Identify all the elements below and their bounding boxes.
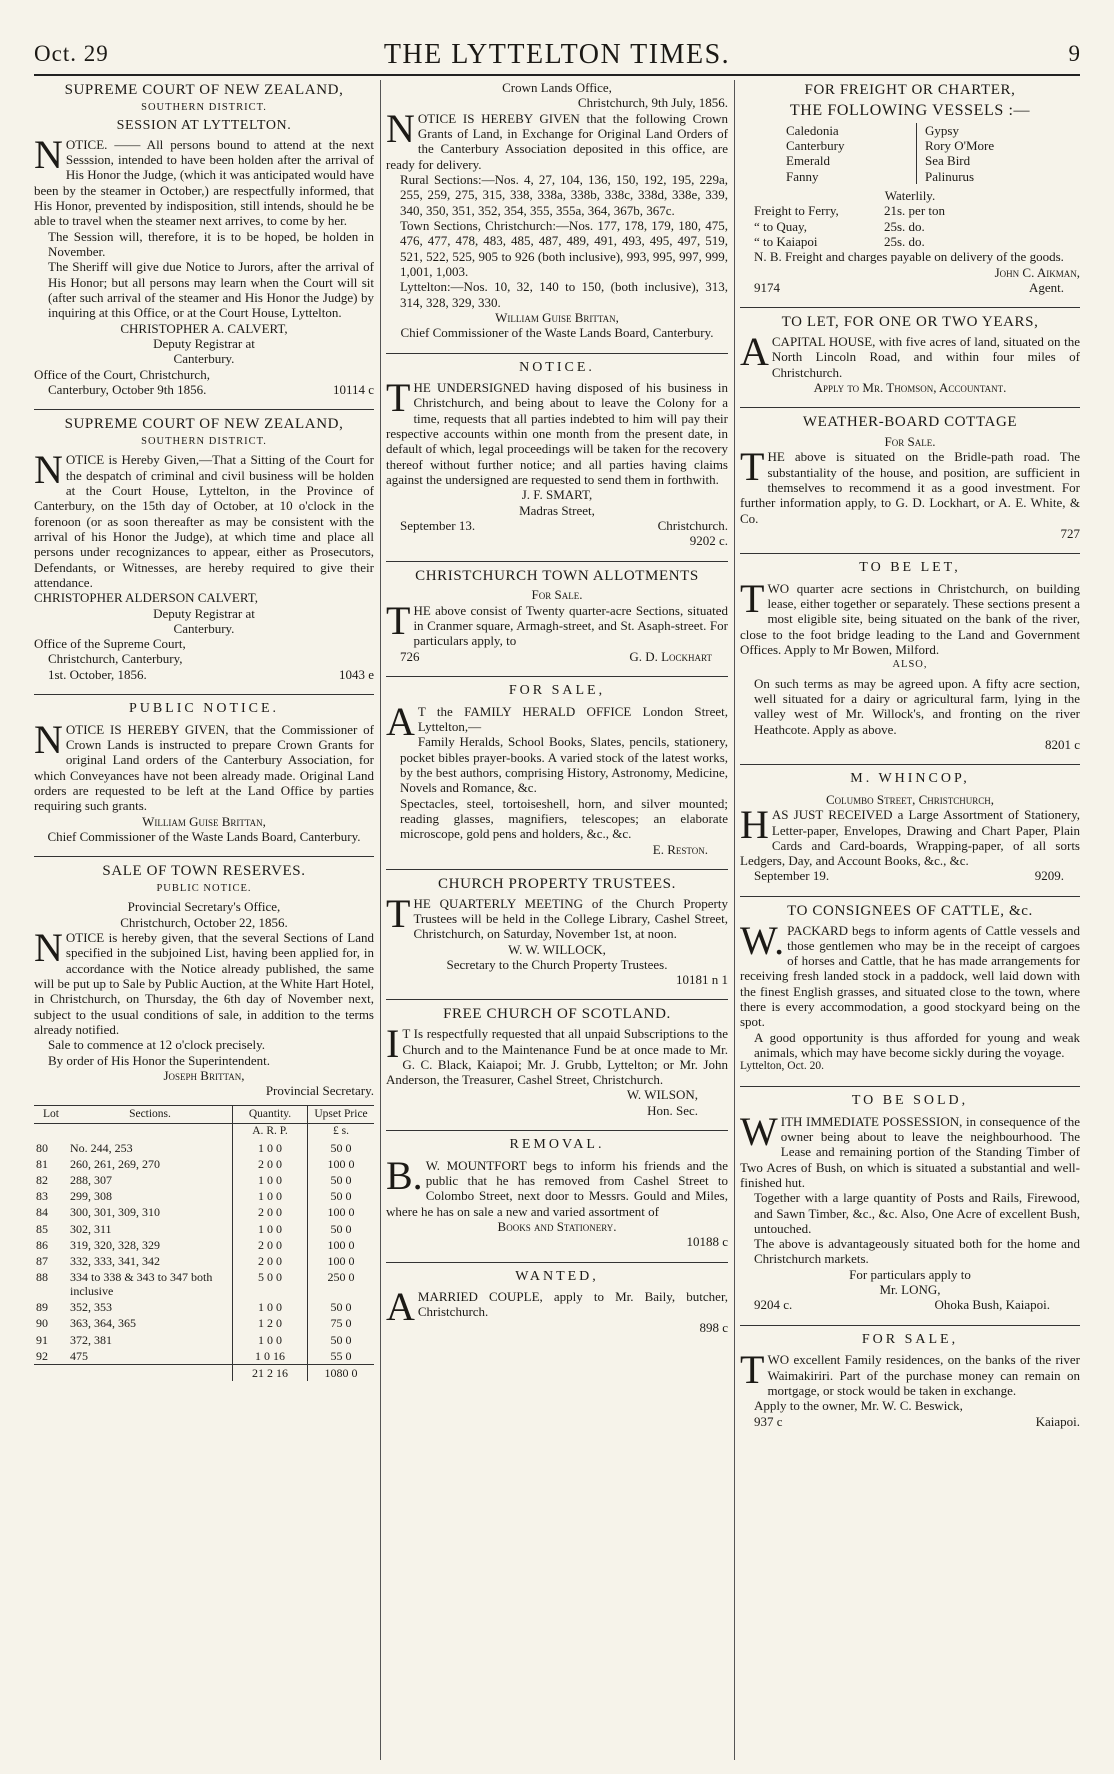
ad-body: Sale to commence at 12 o'clock precisely. xyxy=(48,1037,266,1053)
ad-ref: 10114 c xyxy=(332,381,374,397)
quantity-cell: 2 0 0 xyxy=(233,1204,308,1220)
wanted-ad xyxy=(386,1269,728,1342)
list-item: Canterbury xyxy=(786,137,845,153)
ad-heading: FOR SALE, xyxy=(861,1331,959,1347)
masthead xyxy=(34,38,1080,76)
list-item: Caledonia xyxy=(786,122,839,138)
quantity-cell: 1 0 16 xyxy=(233,1348,308,1365)
table-header: Lot xyxy=(34,1105,68,1124)
ad-body: Town Sections, Christchurch:—Nos. 177, 178, 179, 180, 475, 476, 477, 478, 483, 485, 487, 489, 491, 493, 495, 497, 519, 521, 522, 525, 905 to 926 (both inclusive), 993, 995, 997, 999, 1,001, 1,003. xyxy=(400,217,728,279)
table-row xyxy=(34,1156,374,1172)
ad-heading: SUPREME COURT OF NEW ZEALAND, xyxy=(64,416,344,433)
sections-cell: 299, 308 xyxy=(70,1189,112,1204)
table-row xyxy=(34,1188,374,1204)
list-item: Palinurus xyxy=(925,168,975,184)
table-row xyxy=(34,1269,374,1299)
ad-signer: Mr. LONG, xyxy=(879,1282,941,1298)
divider xyxy=(740,407,1080,408)
list-item: Emerald xyxy=(786,153,831,169)
ad-body: The Sheriff will give due Notice to Jurors, after the arrival of His Honor; but all persons may learn when the Court will sit (after such arrival of the steamer and His Honor the Judge) by inquiring at this Office, or at the Court House, Lyttelton. xyxy=(48,259,374,321)
divider xyxy=(386,1262,728,1263)
issue-date: Oct. 29 xyxy=(34,41,109,66)
ad-heading: FREE CHURCH OF SCOTLAND. xyxy=(443,1006,671,1023)
lot-cell: 85 xyxy=(36,1221,48,1236)
ad-signer: J. F. SMART, xyxy=(521,487,593,503)
ad-body: NOTICE. —— All persons bound to attend at the next Sesssion, intended to have been holden after the arrival of His Honor the Judge, (which it was anticipated would have been by the steamer in October,) are respectfully informed, that His Honor, prevented by indisposition, still intends, should he be able to travel when the steamer next arrives, to come by her. xyxy=(34,131,374,229)
ad-signer: W. WILSON, xyxy=(626,1087,698,1103)
newspaper-title: THE LYTTELTON TIMES. xyxy=(383,39,731,70)
quantity-cell: 5 0 0 xyxy=(233,1269,308,1299)
ad-heading: FOR FREIGHT OR CHARTER, xyxy=(804,82,1016,98)
ad-subheading: PUBLIC NOTICE. xyxy=(156,882,252,894)
ad-ref: 10181 n 1 xyxy=(676,972,728,988)
sections-cell: 372, 381 xyxy=(70,1332,112,1347)
freight-charter-ad xyxy=(740,82,1080,301)
table-row xyxy=(34,1140,374,1156)
table-row xyxy=(34,1172,374,1188)
ad-body: IT Is respectfully requested that all unpaid Subscriptions to the Church and to the Maintenance Fund be at once made to Mr. G. C. Black, Kaiapoi; Mr. J. Grubb, Lyttelton; or Mr. John Anderson, the Treasurer, Cashel Street, Christchurch. xyxy=(386,1021,728,1088)
ad-role: Deputy Registrar at xyxy=(153,335,255,351)
divider xyxy=(386,676,728,677)
divider xyxy=(34,694,374,695)
ad-body: Lyttelton:—Nos. 10, 32, 140 to 150, (both inclusive), 313, 314, 328, 329, 330. xyxy=(400,279,728,310)
town-allotments-ad xyxy=(386,568,728,670)
family-herald-ad xyxy=(386,683,728,863)
table-row xyxy=(34,1253,374,1269)
ad-body: The above is advantageously situated both for the home and Christchurch markets. xyxy=(754,1236,1080,1267)
price-cell: 50 0 xyxy=(308,1172,375,1188)
lot-cell: 81 xyxy=(36,1156,48,1171)
free-church-ad xyxy=(386,1006,728,1124)
ad-body: NOTICE is Hereby Given,—That a Sitting of the Court for the despatch of criminal and civil business will be holden at the Court House, Lyttelton, in the Province of Canterbury, on the 15th day of October, at 10 o'clock in the forenoon (or as soon thereafter as may be consistent with the arrival of his Honor the Judge), at which time and place all persons under recognizances to appear, either as Prosecutors, Defendants, or Witnesses, are hereby required to give their attendance. xyxy=(34,447,374,590)
ad-heading: M. WHINCOP, xyxy=(850,771,970,787)
sections-cell: 475 xyxy=(70,1348,88,1363)
ad-heading: SUPREME COURT OF NEW ZEALAND, xyxy=(64,82,344,98)
ad-apply: Apply to Mr. Thomson, Accountant. xyxy=(813,379,1007,395)
town-reserves-sale xyxy=(34,863,374,1387)
lot-cell: 84 xyxy=(36,1205,48,1220)
divider xyxy=(740,553,1080,554)
ad-body: THE above consist of Twenty quarter-acre Sections, situated in Cranmer square, Armagh-street, and St. Asaph-street. For particulars apply, to xyxy=(386,597,728,649)
ad-body: AMARRIED COUPLE, apply to Mr. Baily, butcher, Christchurch. xyxy=(386,1284,728,1330)
divider xyxy=(386,353,728,354)
price-cell: 50 0 xyxy=(308,1140,375,1156)
lot-cell: 89 xyxy=(36,1300,48,1315)
ad-subheading: For Sale. xyxy=(531,587,583,603)
ad-body: On such terms as may be agreed upon. A fifty acre section, well situated for a dairy or agricultural farm, lying in the valley west of Mr. Willock's, and fronting on the river Heathcote. Apply as above. xyxy=(754,675,1080,737)
ad-heading: TO BE SOLD, xyxy=(851,1093,969,1109)
sections-cell: 288, 307 xyxy=(70,1173,112,1188)
ad-signer: John C. Aikman, xyxy=(994,264,1080,280)
table-total-row: 21 2 16 1080 0 xyxy=(34,1364,374,1381)
price-cell: 100 0 xyxy=(308,1253,375,1269)
list-item: Waterlily. xyxy=(884,187,936,203)
ad-role: Deputy Registrar at xyxy=(153,605,255,621)
ad-ref: 1043 e xyxy=(338,666,374,682)
ad-signer: William Guise Brittan, xyxy=(495,309,619,325)
ad-body: THE UNDERSIGNED having disposed of his business in Christchurch, and being about to leave the Colony for a time, requests that all parties indebted to him will pay their respective accounts within one month from the present date, in default of which, legal proceedings will be taken for the recovery thereof without further notice; and all parties having claims against the undersigned are requested to send them in forthwith. xyxy=(386,375,728,488)
ad-date: September 13. xyxy=(400,518,476,534)
ad-body: NOTICE IS HEREBY GIVEN that the following Crown Grants of Land, in Exchange for Original Land Orders of the Canterbury Association deposited in this office, are ready for delivery. xyxy=(386,105,728,172)
ad-subheading: Columbo Street, Christchurch, xyxy=(825,791,995,807)
list-item: Rory O'More xyxy=(925,137,995,153)
sections-cell: 334 to 338 & 343 to 347 both inclusive xyxy=(70,1269,213,1299)
divider xyxy=(386,1130,728,1131)
ad-office: Office of the Court, Christchurch, xyxy=(34,366,210,382)
ad-body: Together with a large quantity of Posts and Rails, Firewood, and Sawn Timber, &c., &c. Also, One Acre of excellent Bush, untouched. xyxy=(754,1190,1080,1236)
ad-heading: NOTICE. xyxy=(519,359,595,375)
price-cell: 55 0 xyxy=(308,1348,375,1365)
ad-body: WITH IMMEDIATE POSSESSION, in consequence of the owner being about to leave the neighbourhood. The Lease and remaining portion of the Standing Timber of Two Acres of Bush, on which is situated a substantial and well-finished hut. xyxy=(740,1108,1080,1190)
ad-body: Spectacles, steel, tortoiseshell, horn, and silver mounted; reading glasses, magnifiers, telescopes; an elaborate microscope, gold pens and holders, &c., &c. xyxy=(400,795,728,842)
ad-heading: WANTED, xyxy=(515,1268,599,1284)
column-1 xyxy=(34,80,374,1760)
sections-cell: 319, 320, 328, 329 xyxy=(70,1237,160,1252)
ad-ref: 8201 c xyxy=(1044,737,1080,752)
ad-signer: William Guise Brittan, xyxy=(142,813,266,829)
ad-ref: 727 xyxy=(1060,525,1080,541)
ad-body: ACAPITAL HOUSE, with five acres of land, situated on the North Lincoln Road, and within four miles of Christchurch. xyxy=(740,328,1080,380)
quantity-cell: 2 0 0 xyxy=(233,1156,308,1172)
ad-street: Madras Street, xyxy=(519,502,595,518)
ad-body: NOTICE is hereby given, that the several Sections of Land specified in the subjoined List, having been applied for, in accordance with the Notice already published, the same will be put up to Sale by Public Auction, at the White Hart Hotel, in Christchurch, on Thursday, the 6th day of November next, subject to the usual conditions of sale, in addition to the terms already notified. xyxy=(34,925,374,1037)
page-number: 9 xyxy=(1068,41,1080,66)
quantity-cell: 1 0 0 xyxy=(233,1221,308,1237)
ad-date: Christchurch, October 22, 1856. xyxy=(120,914,288,930)
sections-cell: No. 244, 253 xyxy=(70,1140,133,1155)
ad-apply: Apply to the owner, Mr. W. C. Beswick, xyxy=(754,1398,963,1414)
price-cell: 50 0 xyxy=(308,1332,375,1348)
supreme-court-notice-2 xyxy=(34,416,374,688)
price-cell: 50 0 xyxy=(308,1299,375,1315)
lot-cell: 86 xyxy=(36,1237,48,1252)
ad-subheading: SOUTHERN DISTRICT. xyxy=(141,101,267,113)
family-residences-ad xyxy=(740,1332,1080,1435)
divider xyxy=(740,764,1080,765)
whincop-ad xyxy=(740,771,1080,889)
cattle-consignees-ad xyxy=(740,903,1080,1080)
ad-subheading: For Sale. xyxy=(884,433,936,449)
divider xyxy=(386,869,728,870)
ad-signer: Joseph Brittan, xyxy=(163,1067,245,1083)
ad-body: The Session will, therefore, it is to be hoped, be holden in November. xyxy=(48,228,374,259)
table-header: Quantity. xyxy=(233,1105,308,1124)
table-row xyxy=(34,1204,374,1220)
divider xyxy=(740,1086,1080,1087)
quantity-cell: 1 2 0 xyxy=(233,1315,308,1331)
to-be-let-ad xyxy=(740,560,1080,758)
ad-subheading: SOUTHERN DISTRICT. xyxy=(141,435,267,447)
lot-cell: 83 xyxy=(36,1189,48,1204)
sections-cell: 363, 364, 365 xyxy=(70,1316,136,1331)
lot-cell: 82 xyxy=(36,1173,48,1188)
ad-date: Christchurch, 9th July, 1856. xyxy=(577,95,728,111)
table-units: A. R. P. xyxy=(233,1124,308,1140)
ad-body: THE above is situated on the Bridle-path road. The substantiality of the house, and position, are sufficient in themselves to recommend it as a good investment. For further information apply, to G. D. Lockhart, or A. E. White, & Co. xyxy=(740,444,1080,526)
ad-heading: TO CONSIGNEES OF CATTLE, &c. xyxy=(787,902,1033,919)
ad-body: Family Heralds, School Books, Slates, pencils, stationery, pocket bibles prayer-books. A varied stock of the latest works, by the best authors, comprising History, Astronomy, Medicine, Novels and Romance, &c. xyxy=(400,734,728,796)
price-cell: 50 0 xyxy=(308,1221,375,1237)
ad-ref: 9174 xyxy=(754,279,780,295)
ad-office: Office of the Supreme Court, xyxy=(34,636,186,652)
ad-ref: 9204 c. xyxy=(754,1297,793,1313)
removal-ad xyxy=(386,1137,728,1255)
ad-body: TWO quarter acre sections in Christchurch, on building lease, either together or separately. These sections present a most eligible site, being situated on the bank of the river, close to the foot bridge leading to the Land and Government Offices. Apply to Mr Bowen, Milford. xyxy=(740,575,1080,657)
column-2 xyxy=(386,80,728,1760)
table-row xyxy=(34,1299,374,1315)
table-header: Sections. xyxy=(68,1105,233,1124)
table-row xyxy=(34,1237,374,1253)
ad-body: AT the FAMILY HERALD OFFICE London Street, Lyttelton,— xyxy=(386,698,728,744)
ad-role: Canterbury. xyxy=(173,351,235,367)
ad-office: Crown Lands Office, xyxy=(502,80,612,95)
sections-cell: 352, 353 xyxy=(70,1300,112,1315)
price-cell: 75 0 xyxy=(308,1315,375,1331)
sections-cell: 302, 311 xyxy=(70,1221,112,1236)
price-cell: 50 0 xyxy=(308,1188,375,1204)
table-units: £ s. xyxy=(308,1124,375,1140)
weatherboard-cottage-ad xyxy=(740,414,1080,547)
ad-body: TWO excellent Family residences, on the banks of the river Waimakiriri. Part of the purchase money can remain on mortgage, or stock would be taken in exchange. xyxy=(740,1347,1080,1398)
ad-signer: W. W. WILLOCK, xyxy=(508,941,606,957)
divider xyxy=(740,307,1080,308)
ad-body: N. B. Freight and charges payable on delivery of the goods. xyxy=(754,249,1064,265)
ad-heading: WEATHER-BOARD COTTAGE xyxy=(802,414,1018,431)
ad-ref: 937 c xyxy=(754,1413,783,1429)
ad-ref: 9202 c. xyxy=(689,533,728,549)
supreme-court-notice-1 xyxy=(34,82,374,403)
ad-ref: 10188 c xyxy=(686,1234,728,1250)
ad-office: Provincial Secretary's Office, xyxy=(127,899,281,915)
ad-place: Ohoka Bush, Kaiapoi. xyxy=(934,1297,1050,1313)
table-row xyxy=(34,1221,374,1237)
lot-cell: 88 xyxy=(36,1269,48,1284)
ad-heading: SALE OF TOWN RESERVES. xyxy=(102,863,306,880)
ad-ref: 9209. xyxy=(1034,868,1064,884)
ad-role: Chief Commissioner of the Waste Lands Board, Canterbury. xyxy=(400,325,714,341)
smart-notice xyxy=(386,360,728,555)
sections-cell: 260, 261, 269, 270 xyxy=(70,1156,160,1171)
divider xyxy=(740,896,1080,897)
ad-heading: TO LET, FOR ONE OR TWO YEARS, xyxy=(781,314,1039,331)
divider xyxy=(386,999,728,1000)
sections-cell: 332, 333, 341, 342 xyxy=(70,1253,160,1268)
ad-signer: E. Reston. xyxy=(652,841,708,857)
freight-rates: Freight to Ferry, 21s. per ton “ to Quay, 25s. do. “ to Kaiapoi 25s. do. xyxy=(754,203,946,249)
ad-role: Provincial Secretary. xyxy=(265,1083,374,1099)
crown-grants-notice xyxy=(386,80,728,347)
list-item: Gypsy xyxy=(925,122,959,138)
ad-body: THE QUARTERLY MEETING of the Church Property Trustees will be held in the College Library, Cashel Street, Christchurch, on Saturday, November 1st, at noon. xyxy=(386,890,728,942)
church-trustees-ad xyxy=(386,876,728,994)
sections-cell: 300, 301, 309, 310 xyxy=(70,1205,160,1220)
table-header: Upset Price xyxy=(308,1105,375,1124)
ad-ref: 898 c xyxy=(699,1319,728,1335)
column-divider xyxy=(734,80,735,1760)
vessel-list xyxy=(786,123,1080,184)
ad-role: Secretary to the Church Property Trustees. xyxy=(446,956,668,972)
quantity-cell: 2 0 0 xyxy=(233,1237,308,1253)
price-cell: 250 0 xyxy=(308,1269,375,1299)
ad-apply: For particulars apply to xyxy=(849,1266,971,1282)
quantity-cell: 1 0 0 xyxy=(233,1140,308,1156)
ad-role: Agent. xyxy=(1028,279,1064,295)
ad-date: September 19. xyxy=(754,868,830,884)
lot-cell: 92 xyxy=(36,1348,48,1363)
ad-body: Rural Sections:—Nos. 4, 27, 104, 136, 150, 192, 195, 229a, 255, 259, 275, 315, 338, 338a, 338b, 338c, 338d, 338e, 339, 340, 350, 351, 352, 354, 355, 355a, 364, 367b, 367c. xyxy=(400,171,728,218)
ad-place: Kaiapoi. xyxy=(1035,1413,1080,1429)
divider xyxy=(386,561,728,562)
ad-office: Christchurch, Canterbury, xyxy=(48,651,183,667)
ad-date: 1st. October, 1856. xyxy=(48,666,147,682)
lot-cell: 80 xyxy=(36,1140,48,1155)
ad-heading: PUBLIC NOTICE. xyxy=(128,701,280,717)
to-let-ad xyxy=(740,314,1080,401)
ad-signer: G. D. Lockhart xyxy=(629,648,712,664)
column-3 xyxy=(740,80,1080,1760)
ad-role: Hon. Sec. xyxy=(647,1102,698,1118)
table-row xyxy=(34,1332,374,1348)
ad-heading: REMOVAL. xyxy=(509,1137,605,1153)
list-item: Fanny xyxy=(786,168,819,184)
quantity-cell: 1 0 0 xyxy=(233,1188,308,1204)
price-cell: 100 0 xyxy=(308,1204,375,1220)
ad-subheading: ALSO, xyxy=(892,659,928,671)
ad-heading: FOR SALE, xyxy=(508,683,606,699)
ad-signer: CHRISTOPHER ALDERSON CALVERT, xyxy=(34,590,258,606)
ad-role: Chief Commissioner of the Waste Lands Board, Canterbury. xyxy=(47,828,361,844)
price-cell: 100 0 xyxy=(308,1156,375,1172)
lot-cell: 87 xyxy=(36,1253,48,1268)
divider xyxy=(740,1325,1080,1326)
ad-body: B.W. MOUNTFORT begs to inform his friends and the public that he has removed from Cashel Street to Colombo Street, next door to Messrs. Gould and Miles, where he has on sale a new and varied assortment of xyxy=(386,1152,728,1219)
quantity-cell: 1 0 0 xyxy=(233,1172,308,1188)
price-cell: 100 0 xyxy=(308,1237,375,1253)
to-be-sold-ad xyxy=(740,1093,1080,1319)
ad-body: NOTICE IS HEREBY GIVEN, that the Commissioner of Crown Lands is instructed to prepare Crown Grants for original Land orders of the Canterbury Association, for which Conveyances have not been already made. Original Land orders are requested to be left at the Land Office by parties requiring such grants. xyxy=(34,716,374,814)
ad-subheading: SESSION AT LYTTELTON. xyxy=(116,118,292,134)
ad-ref: 726 xyxy=(400,648,420,664)
ad-role: Canterbury. xyxy=(173,620,235,636)
ad-body: By order of His Honor the Superintendent. xyxy=(48,1052,271,1068)
divider xyxy=(34,856,374,857)
table-row xyxy=(34,1348,374,1365)
ad-goods: Books and Stationery. xyxy=(497,1218,617,1234)
ad-heading: CHURCH PROPERTY TRUSTEES. xyxy=(438,875,676,892)
ad-date: Lyttelton, Oct. 20. xyxy=(740,1060,825,1073)
quantity-cell: 2 0 0 xyxy=(233,1253,308,1269)
lot-cell: 91 xyxy=(36,1332,48,1347)
divider xyxy=(34,409,374,410)
ad-body: A good opportunity is thus afforded for young and weak animals, which may have become sickly during the voyage. xyxy=(754,1029,1080,1061)
quantity-cell: 1 0 0 xyxy=(233,1299,308,1315)
ad-date: Canterbury, October 9th 1856. xyxy=(48,381,207,397)
public-notice xyxy=(34,701,374,850)
lot-cell: 90 xyxy=(36,1316,48,1331)
quantity-cell: 1 0 0 xyxy=(233,1332,308,1348)
ad-heading: CHRISTCHURCH TOWN ALLOTMENTS xyxy=(415,567,699,584)
ad-body: W.PACKARD begs to inform agents of Cattle vessels and those gentlemen who may be in the receipt of cargoes of horses and Cattle, that he has made arrangements for receiving fresh landed stock in a paddock, well laid down with the finest English grasses, and situated close to the town, where there is every accommodation, a good stockyard being on the spot. xyxy=(740,917,1080,1030)
ad-city: Christchurch. xyxy=(657,518,728,534)
list-item: Sea Bird xyxy=(925,153,971,169)
ad-subheading: THE FOLLOWING VESSELS :— xyxy=(789,101,1031,119)
reserves-table xyxy=(34,1105,374,1381)
ad-body: HAS JUST RECEIVED a Large Assortment of Stationery, Letter-paper, Envelopes, Drawing and Chart Paper, Plain Cards and Card-boards, Wrapping-paper, of all sorts Ledgers, Day, and Account Books, &c., &c. xyxy=(740,802,1080,869)
ad-heading: TO BE LET, xyxy=(859,560,961,576)
ad-signer: CHRISTOPHER A. CALVERT, xyxy=(120,320,288,336)
table-row xyxy=(34,1315,374,1331)
column-divider xyxy=(380,80,381,1760)
